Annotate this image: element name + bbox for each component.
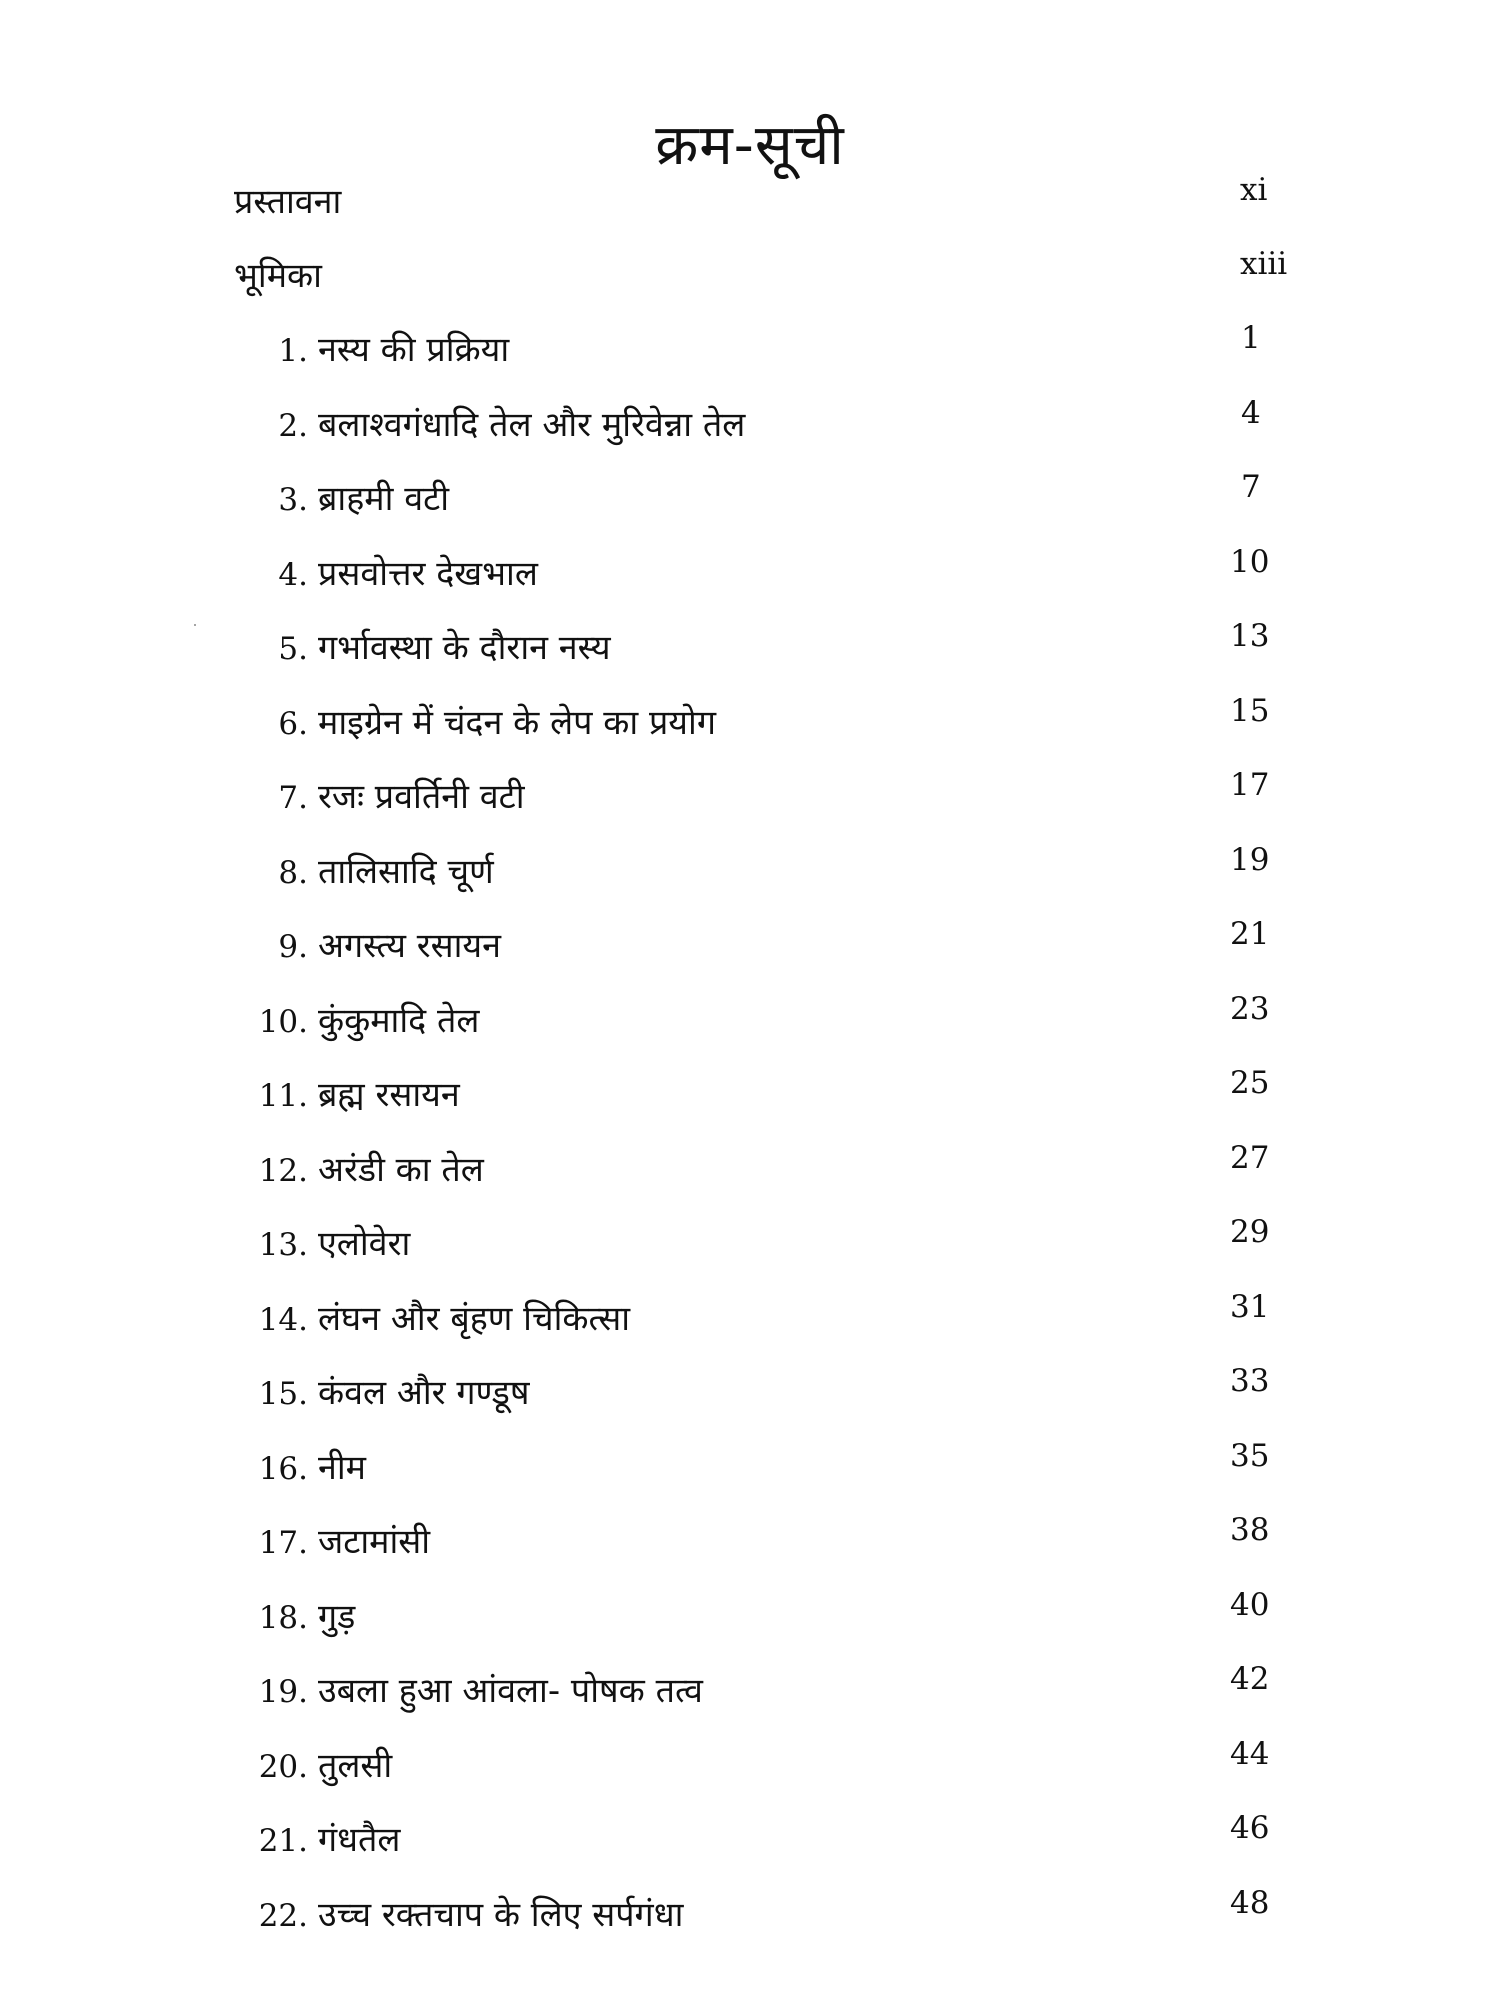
chapter-number: 14. — [258, 1302, 308, 1338]
toc-row-chapter — [0, 1065, 1500, 1125]
toc-page-number: 44 — [1230, 1736, 1270, 1772]
toc-entry-label — [252, 1214, 410, 1275]
toc-entry-label — [268, 916, 501, 977]
chapter-title: लंघन और बृंहण चिकित्सा — [318, 1299, 631, 1339]
chapter-title: ब्राहमी वटी — [318, 479, 450, 519]
chapter-number: 11. — [258, 1078, 308, 1114]
toc-page-number: xiii — [1240, 246, 1288, 282]
chapter-title: अगस्त्य रसायन — [318, 926, 502, 966]
toc-entry-label — [252, 1661, 703, 1722]
toc-row-chapter — [0, 320, 1500, 380]
toc-page-number: 29 — [1230, 1214, 1270, 1250]
chapter-title: अरंडी का तेल — [318, 1150, 484, 1190]
toc-entry-label — [268, 544, 538, 605]
chapter-number: 3. — [278, 482, 308, 518]
toc-entry-label — [252, 1512, 430, 1573]
toc-row-chapter — [0, 395, 1500, 455]
chapter-title: जटामांसी — [318, 1522, 431, 1562]
chapter-number: 2. — [278, 408, 308, 444]
toc-entry-label: भूमिका — [234, 256, 322, 296]
toc-page-number: 33 — [1230, 1363, 1270, 1399]
toc-entry-label — [252, 1810, 400, 1871]
chapter-number: 19. — [258, 1674, 308, 1710]
toc-entry-label — [252, 1065, 460, 1126]
toc-entry-label — [252, 991, 479, 1052]
chapter-title: तुलसी — [318, 1746, 393, 1786]
toc-row-chapter — [0, 469, 1500, 529]
toc-entry-label — [268, 618, 611, 679]
toc-entry-label: प्रस्तावना — [234, 182, 342, 222]
toc-row-chapter — [0, 842, 1500, 902]
chapter-number: 22. — [258, 1898, 308, 1934]
chapter-number: 18. — [258, 1600, 308, 1636]
toc-row-chapter — [0, 1661, 1500, 1721]
toc-page-number: 31 — [1230, 1289, 1270, 1325]
chapter-number: 16. — [258, 1451, 308, 1487]
toc-page-number: 23 — [1230, 991, 1270, 1027]
toc-entry-label — [268, 767, 525, 828]
chapter-title: नीम — [318, 1448, 367, 1488]
toc-entry-label — [268, 842, 494, 903]
toc-row-chapter — [0, 544, 1500, 604]
chapter-title: उबला हुआ आंवला- पोषक तत्व — [318, 1671, 703, 1711]
chapter-title: गंधतैल — [318, 1820, 401, 1860]
toc-page-number: 38 — [1230, 1512, 1270, 1548]
toc-row-chapter — [0, 1736, 1500, 1796]
toc-page-number: 42 — [1230, 1661, 1270, 1697]
toc-page-number: 13 — [1230, 618, 1270, 654]
toc-page-number: 40 — [1230, 1587, 1270, 1623]
chapter-number: 7. — [278, 780, 308, 816]
toc-row-chapter — [0, 1438, 1500, 1498]
chapter-number: 12. — [258, 1153, 308, 1189]
chapter-title: माइग्रेन में चंदन के लेप का प्रयोग — [318, 703, 716, 743]
chapter-number: 4. — [278, 557, 308, 593]
toc-page-number: 7 — [1241, 469, 1261, 505]
toc-entry-label — [252, 1363, 530, 1424]
chapter-number: 13. — [258, 1227, 308, 1263]
toc-row-chapter — [0, 916, 1500, 976]
chapter-number: 10. — [258, 1004, 308, 1040]
chapter-title: तालिसादि चूर्ण — [318, 852, 494, 892]
toc-row-chapter — [0, 1140, 1500, 1200]
chapter-title: एलोवेरा — [318, 1224, 411, 1264]
toc-row-chapter — [0, 767, 1500, 827]
toc-page-number: 48 — [1230, 1885, 1270, 1921]
toc-page-number: 1 — [1241, 320, 1261, 356]
page-title: क्रम-सूची — [655, 112, 845, 178]
toc-entry-label — [268, 693, 716, 754]
toc-row-introduction — [0, 246, 1500, 306]
toc-entry-label — [268, 395, 745, 456]
toc-row-chapter — [0, 1885, 1500, 1945]
chapter-title: कुंकुमादि तेल — [318, 1001, 480, 1041]
toc-page-number: 17 — [1230, 767, 1270, 803]
chapter-title: नस्य की प्रक्रिया — [318, 330, 510, 370]
toc-page-number: xi — [1240, 172, 1268, 208]
toc-row-chapter — [0, 1587, 1500, 1647]
chapter-number: 5. — [278, 631, 308, 667]
chapter-number: 15. — [258, 1376, 308, 1412]
chapter-number: 20. — [258, 1749, 308, 1785]
toc-page-number: 15 — [1230, 693, 1270, 729]
toc-row-chapter — [0, 1512, 1500, 1572]
toc-page-number: 35 — [1230, 1438, 1270, 1474]
toc-entry-label — [252, 1736, 392, 1797]
toc-row-chapter — [0, 618, 1500, 678]
chapter-title: रजः प्रवर्तिनी वटी — [318, 777, 525, 817]
toc-entry-label — [268, 320, 509, 381]
toc-page-number: 4 — [1241, 395, 1261, 431]
toc-entry-label — [252, 1140, 484, 1201]
chapter-number: 21. — [258, 1823, 308, 1859]
toc-entry-label — [252, 1289, 630, 1350]
chapter-title: प्रसवोत्तर देखभाल — [318, 554, 538, 594]
toc-row-preface — [0, 172, 1500, 232]
toc-row-chapter — [0, 1214, 1500, 1274]
chapter-number: 17. — [258, 1525, 308, 1561]
chapter-title: उच्च रक्तचाप के लिए सर्पगंधा — [318, 1895, 684, 1935]
chapter-number: 6. — [278, 706, 308, 742]
chapter-number: 1. — [278, 333, 308, 369]
chapter-number: 9. — [278, 929, 308, 965]
toc-page-number: 27 — [1230, 1140, 1270, 1176]
chapter-number: 8. — [278, 855, 308, 891]
toc-row-chapter — [0, 1289, 1500, 1349]
chapter-title: ब्रह्म रसायन — [318, 1075, 460, 1115]
toc-page-number: 21 — [1230, 916, 1270, 952]
toc-page-number: 10 — [1230, 544, 1270, 580]
toc-row-chapter — [0, 991, 1500, 1051]
chapter-title: बलाश्वगंधादि तेल और मुरिवेन्ना तेल — [318, 405, 746, 445]
toc-entry-label — [268, 469, 449, 530]
toc-page-number: 46 — [1230, 1810, 1270, 1846]
toc-entry-label — [252, 1885, 683, 1946]
toc-row-chapter — [0, 1363, 1500, 1423]
toc-row-chapter — [0, 1810, 1500, 1870]
toc-entry-label — [252, 1438, 366, 1499]
chapter-title: गर्भावस्था के दौरान नस्य — [318, 628, 611, 668]
toc-entry-label — [252, 1587, 355, 1648]
toc-page-number: 19 — [1230, 842, 1270, 878]
toc-page-number: 25 — [1230, 1065, 1270, 1101]
chapter-title: कंवल और गण्डूष — [318, 1373, 530, 1413]
toc-row-chapter — [0, 693, 1500, 753]
chapter-title: गुड़ — [318, 1597, 356, 1637]
